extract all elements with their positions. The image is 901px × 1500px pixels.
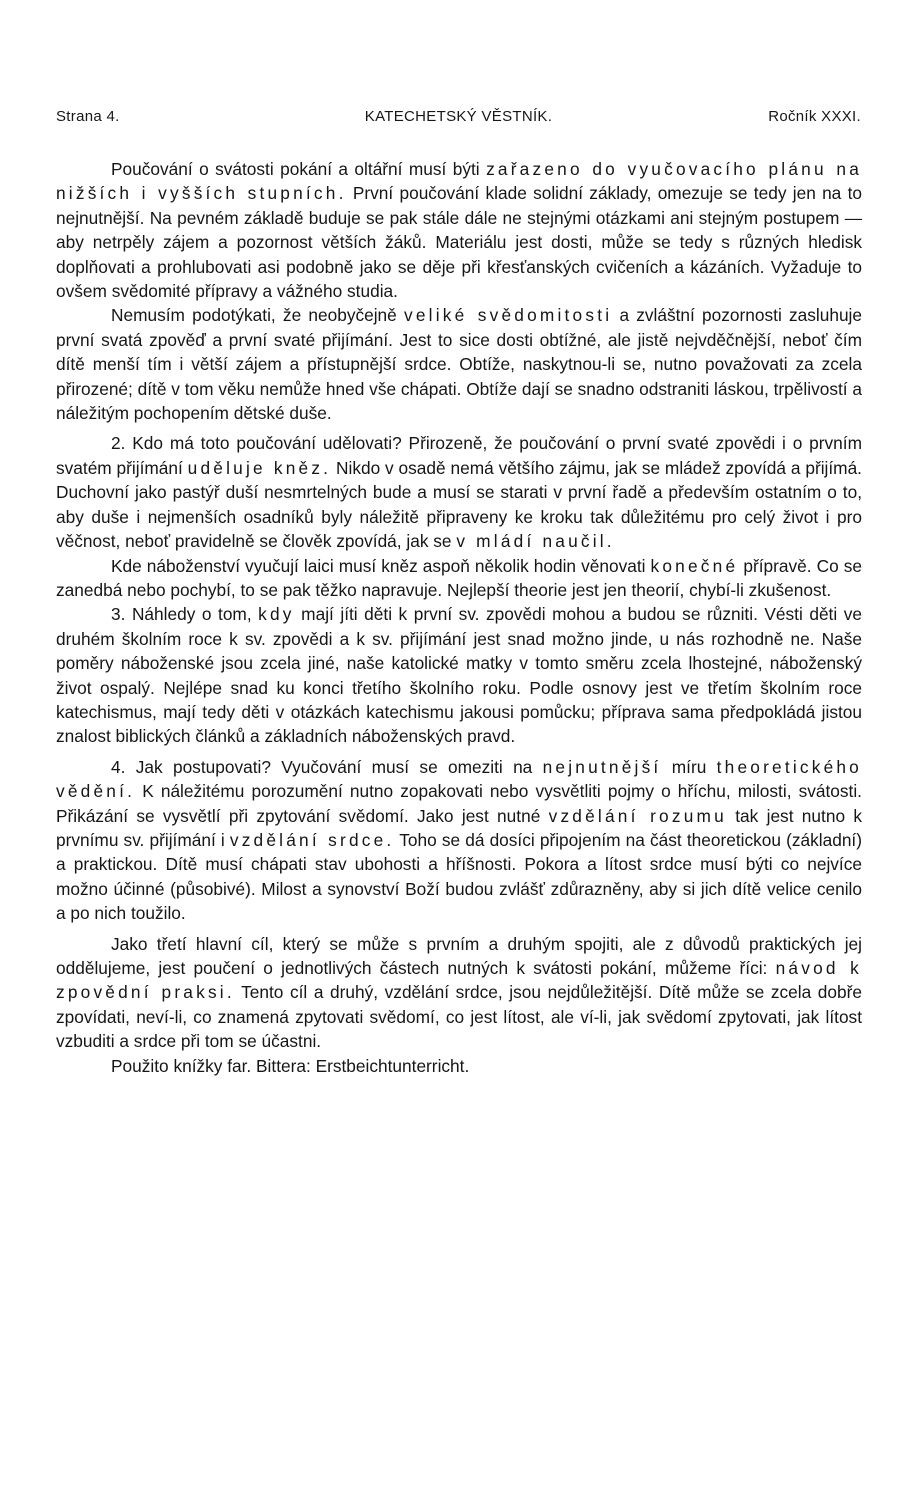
paragraph-text: Nikdo v osadě nemá většího zájmu, jak se mládež zpovídá a přijímá. Duchovní jako pastýř duší nesmrtelných bude a musí se starati v první řadě a především ostatním o to, aby duše i nejmenších osadníků byly náležitě připraveny ke kroku tak důležitému pro celý život i pro věčnost, neboť pravidelně se člověk zpovídá, jak se	[56, 457, 862, 552]
emphasized-text: konečné	[650, 555, 739, 576]
paragraph-7	[56, 932, 862, 1054]
emphasized-text: nejnutnější	[542, 756, 662, 777]
emphasized-text: zařazeno do vyučovacího plánu na nižších i vyšších stupních.	[56, 159, 863, 204]
volume-label: Ročník XXXI.	[768, 108, 861, 125]
paragraph-5	[56, 602, 862, 748]
paragraph-6	[56, 755, 862, 926]
paragraph-3	[56, 431, 862, 553]
emphasized-text: theoretického vědění.	[56, 756, 862, 802]
paragraph-text: 2. Kdo má toto poučování udělovati? Přirozeně, že poučování o první svaté zpovědi i o prvním svatém přijímání	[56, 433, 862, 478]
emphasized-text: vzdělání rozumu	[548, 805, 727, 826]
paragraph-text: Nemusím podotýkati, že neobyčejně	[111, 305, 404, 326]
article-body	[56, 157, 862, 1078]
page-header	[56, 108, 861, 134]
paragraph-text: První poučování klade solidní základy, omezuje se tedy jen na to nejnutnější. Na pevném základě buduje se pak stále dále ne stejnými otázkami ani stejným postupem — aby netrpěly zájem a pozornost větších žáků. Materiálu jest dosti, může se tedy s různých hledisk doplňovati a prohlubovati asi podobně jako se děje při křesťanských cvičeních a kázáních. Vyžaduje to ovšem svědomité přípravy a vážného studia.	[56, 183, 862, 302]
paragraph-text: tak jest nutno k prvnímu sv. přijímání i	[56, 805, 863, 850]
paragraph-text: K náležitému porozumění nutno zopakovati nebo vysvětliti pojmy o hříchu, milosti, svátosti. Přikázání se vysvětlí při zpytování svědomí. Jako jest nutné	[56, 781, 862, 826]
paragraph-8	[56, 1054, 862, 1078]
paragraph-text: mají jíti děti k první sv. zpovědi mohou a budou se různiti. Vésti děti ve druhém školním roce k sv. zpovědi a k sv. přijímání jest snad možno jinde, u nás rozhodně ne. Naše poměry náboženské jsou zcela jiné, naše katolické matky v tomto směru zcela lhostejné, náboženský život ospalý. Nejlépe snad ku konci třetího školního roku. Podle osnovy jest ve třetím školním roce katechismus, mají tedy děti v otázkách katechismu jakousi pomůcku; příprava sama předpokládá jistou znalost biblických článků a základních náboženských pravd.	[56, 604, 862, 747]
paragraph-text: 3. Náhledy o tom,	[111, 604, 259, 625]
paragraph-4	[56, 554, 862, 603]
paragraph-text: míru	[661, 756, 717, 777]
paragraph-text: 4. Jak postupovati? Vyučování musí se omeziti na	[111, 756, 543, 777]
emphasized-text: v mládí naučil.	[456, 531, 615, 552]
paragraph-text: Tento cíl a druhý, vzdělání srdce, jsou nejdůležitější. Dítě může se zcela dobře zpovídati, neví-li, co znamená zpytovati svědomí, co jest lítost, ale ví-li, jak svědomí zpytovati, jak lítost vzbuditi a srdce při tom se účastni.	[56, 982, 862, 1052]
paragraph-text: Kde náboženství vyučují laici musí kněz aspoň několik hodin věnovati	[111, 555, 651, 576]
emphasized-text: návod k zpovědní praksi.	[56, 958, 862, 1003]
paragraph-text: přípravě. Co se zanedbá nebo pochybí, to se pak těžko napravuje. Nejlepší theorie jest jen theorií, chybí-li zkušenost.	[56, 555, 862, 600]
paragraph-text: a zvláštní pozornosti zasluhuje první svatá zpověď a první svaté přijímání. Jest to sice dosti obtížné, ale jistě nejvděčnější, neboť čím dítě menší tím i větší zájem a přístupnější srdce. Obtíže, naskytnou-li se, nutno považovati za zcela přirozené; dítě v tom věku nemůže hned vše chápati. Obtíže dají se snadno odstraniti láskou, trpělivostí a náležitým pochopením dětské duše.	[56, 305, 863, 424]
emphasized-text: vzdělání srdce.	[229, 829, 395, 850]
journal-title: KATECHETSKÝ VĚSTNÍK.	[364, 108, 553, 125]
paragraph-text: Toho se dá dosíci připojením na část theoretickou (základní) a praktickou. Dítě musí chápati stav ubohosti a hříšnosti. Pokora a lítost srdce musí býti co nejvíce možno účinné (působivé). Milost a synovství Boží budou zvlášť zdůrazněny, aby si jich dítě velice cenilo a po nich toužilo.	[56, 829, 862, 924]
emphasized-text: veliké svědomitosti	[404, 305, 613, 326]
paragraph-1	[56, 157, 862, 303]
page-number: Strana 4.	[56, 108, 120, 125]
emphasized-text: uděluje kněz.	[187, 457, 332, 478]
paragraph-text: Poučování o svátosti pokání a oltářní musí býti	[111, 159, 487, 179]
emphasized-text: kdy	[258, 604, 295, 625]
paragraph-2	[56, 303, 862, 425]
paragraph-text: Jako třetí hlavní cíl, který se může s prvním a druhým spojiti, ale z důvodů praktických jej oddělujeme, jest poučení o jednotlivých částech nutných k svátosti pokání, můžeme říci:	[56, 933, 862, 978]
paragraph-text: Použito knížky far. Bittera: Erstbeichtunterricht.	[111, 1055, 470, 1076]
